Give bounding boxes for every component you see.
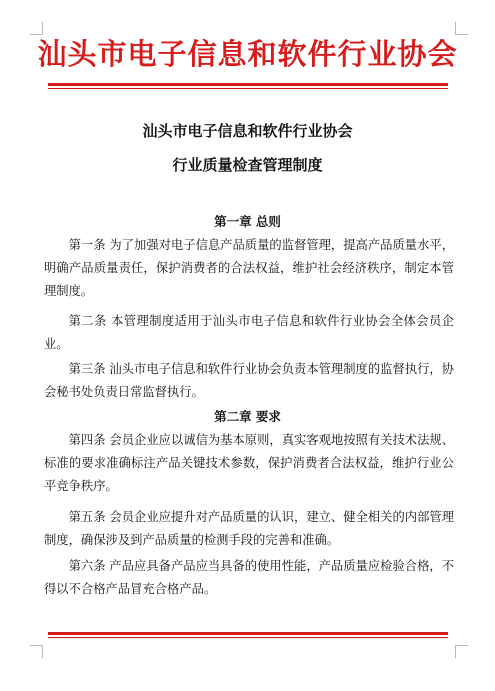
crop-mark-bottom-right — [455, 645, 468, 658]
chapter-heading: 第二章 要求 — [214, 409, 281, 424]
article-paragraph: 第二条 本管理制度适用于汕头市电子信息和软件行业协会全体会员企业。 — [44, 314, 454, 351]
footer-rule-thick — [48, 632, 448, 635]
masthead-rule-thick — [48, 83, 448, 86]
article-paragraph: 第三条 汕头市电子信息和软件行业协会负责本管理制度的监督执行，协会秘书处负责日常监督执行。 — [44, 362, 454, 399]
document-title-line1: 汕头市电子信息和软件行业协会 — [142, 122, 353, 140]
crop-mark-bottom-left — [30, 645, 43, 658]
document-title-line2: 行业质量检查管理制度 — [172, 156, 323, 174]
article-paragraph: 第一条 为了加强对电子信息产品质量的监督管理，提高产品质量水平，明确产品质量责任，保护消费者的合法权益，维护社会经济秩序，制定本管理制度。 — [44, 238, 454, 298]
article-paragraph: 第六条 产品应具备产品应当具备的使用性能，产品质量应检验合格，不得以不合格产品冒充合格产品。 — [44, 559, 454, 596]
chapter-heading: 第一章 总则 — [214, 214, 281, 229]
masthead-title: 汕头市电子信息和软件行业协会 — [37, 37, 458, 71]
article-paragraph: 第五条 会员企业应提升对产品质量的认识，建立、健全相关的内部管理制度，确保涉及到产品质量的检测手段的完善和准确。 — [44, 510, 454, 547]
footer-rule-thin — [48, 637, 448, 638]
masthead-rule-thin — [48, 88, 448, 89]
article-paragraph: 第四条 会员企业应以诚信为基本原则，真实客观地按照有关技术法规、标准的要求准确标注产品关键技术参数，保护消费者合法权益，维护行业公平竞争秩序。 — [44, 433, 454, 493]
